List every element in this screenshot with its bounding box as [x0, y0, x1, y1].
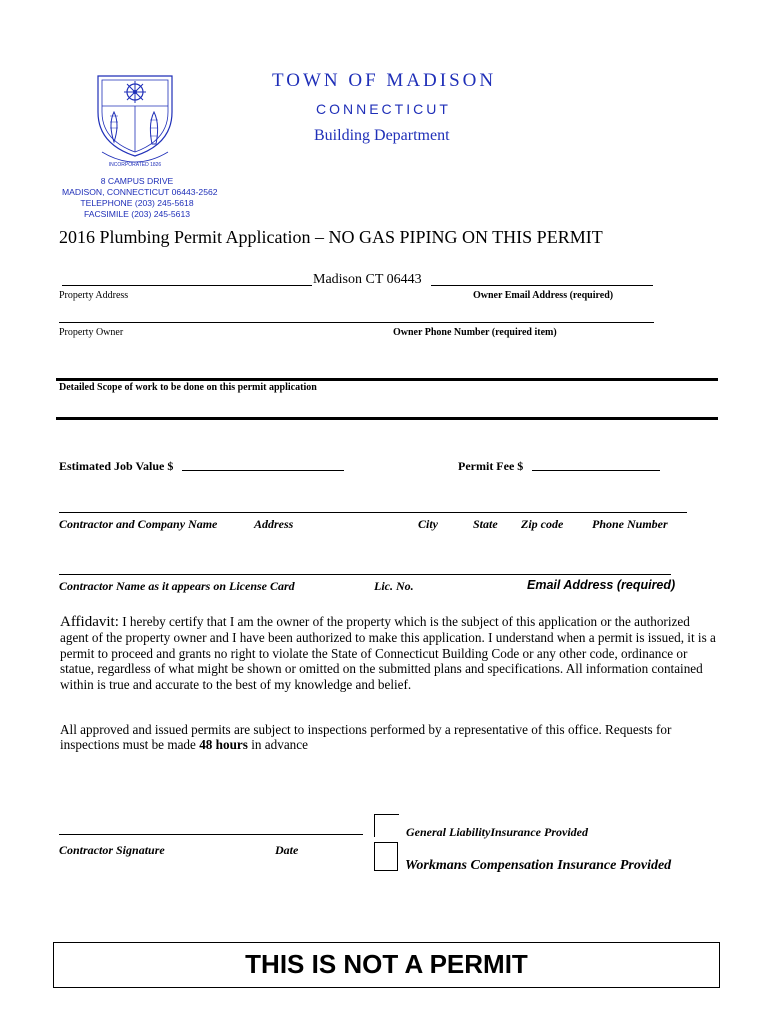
- address-line: 8 CAMPUS DRIVE: [100, 176, 174, 186]
- inspection-hours: 48 hours: [199, 737, 248, 753]
- signature-field[interactable]: [59, 834, 363, 835]
- contractor-info-field[interactable]: [59, 512, 687, 513]
- not-a-permit-box: [53, 942, 720, 988]
- date-label: Date: [275, 843, 299, 857]
- workmans-comp-label: Workmans Compensation Insurance Provided: [405, 858, 672, 873]
- property-address-field[interactable]: [62, 285, 312, 286]
- inspection-paragraph: [60, 722, 720, 753]
- contractor-city-label: City: [418, 517, 438, 531]
- contractor-company-label: Contractor and Company Name: [59, 517, 218, 531]
- owner-phone-label: Owner Phone Number (required item): [393, 327, 557, 338]
- address-line: TELEPHONE (203) 245-5618: [80, 198, 194, 208]
- contractor-phone-label: Phone Number: [592, 517, 668, 531]
- town-seal-icon: [92, 72, 178, 172]
- contractor-address-label: Address: [254, 517, 294, 531]
- job-value-field[interactable]: [182, 470, 344, 471]
- property-owner-label: Property Owner: [59, 327, 124, 338]
- form-title: 2016 Plumbing Permit Application – NO GAS PIPING ON THIS PERMIT: [59, 227, 603, 247]
- job-value-label: Estimated Job Value $: [59, 459, 174, 473]
- town-state-zip: Madison CT 06443: [313, 272, 422, 287]
- license-number-label: Lic. No.: [374, 579, 414, 593]
- affidavit-lead: Affidavit:: [60, 614, 119, 630]
- scope-label: Detailed Scope of work to be done on this permit application: [59, 382, 317, 393]
- property-address-label: Property Address: [59, 290, 129, 301]
- permit-fee-field[interactable]: [532, 470, 660, 471]
- contractor-state-label: State: [473, 517, 498, 531]
- affidavit-paragraph: [60, 614, 720, 692]
- town-seal-logo: [92, 72, 178, 172]
- inspection-text-end: in advance: [247, 737, 308, 753]
- property-owner-field[interactable]: [59, 322, 654, 323]
- address-line: FACSIMILE (203) 245-5613: [83, 209, 191, 219]
- not-a-permit-text: THIS IS NOT A PERMIT: [245, 949, 528, 979]
- contractor-zip-label: Zip code: [521, 517, 564, 531]
- department-name: Building Department: [314, 127, 450, 144]
- inspection-text: All approved and issued permits are subject to inspections performed by a representative of this office. Requests for inspections must be made: [60, 722, 672, 753]
- address-line: MADISON, CONNECTICUT 06443-2562: [62, 187, 218, 197]
- contractor-email-label: Email Address (required): [527, 578, 676, 592]
- signature-label: Contractor Signature: [59, 843, 165, 857]
- scope-bottom-rule: [56, 417, 718, 420]
- scope-top-rule: [56, 378, 718, 381]
- address-block: [62, 176, 218, 220]
- owner-email-label: Owner Email Address (required): [473, 290, 614, 301]
- license-name-label: Contractor Name as it appears on License Card: [59, 579, 295, 593]
- workmans-comp-checkbox[interactable]: [374, 842, 398, 871]
- affidavit-text: I hereby certify that I am the owner of the property which is the subject of this application or the authorized agent of the property owner and I have been authorized to make this application. I understand when a permit is issued, it is a permit to proceed and grants no right to violate the State of Connecticut Building Code or any other code, ordinance or statue, regardless of what might be shown or omitted on the submitted plans and specifications. All information contained within is true and accurate to the best of my knowledge and belief.: [60, 614, 716, 692]
- owner-email-field[interactable]: [431, 285, 653, 286]
- license-info-field[interactable]: [59, 574, 671, 575]
- liability-checkbox[interactable]: [374, 814, 399, 837]
- svg-text:INCORPORATED 1826: INCORPORATED 1826: [108, 162, 162, 168]
- liability-label: General LiabilityInsurance Provided: [406, 825, 588, 839]
- town-name: TOWN OF MADISON: [272, 70, 497, 91]
- state-name: CONNECTICUT: [316, 101, 451, 117]
- permit-fee-label: Permit Fee $: [458, 459, 524, 473]
- scope-field[interactable]: [56, 395, 718, 417]
